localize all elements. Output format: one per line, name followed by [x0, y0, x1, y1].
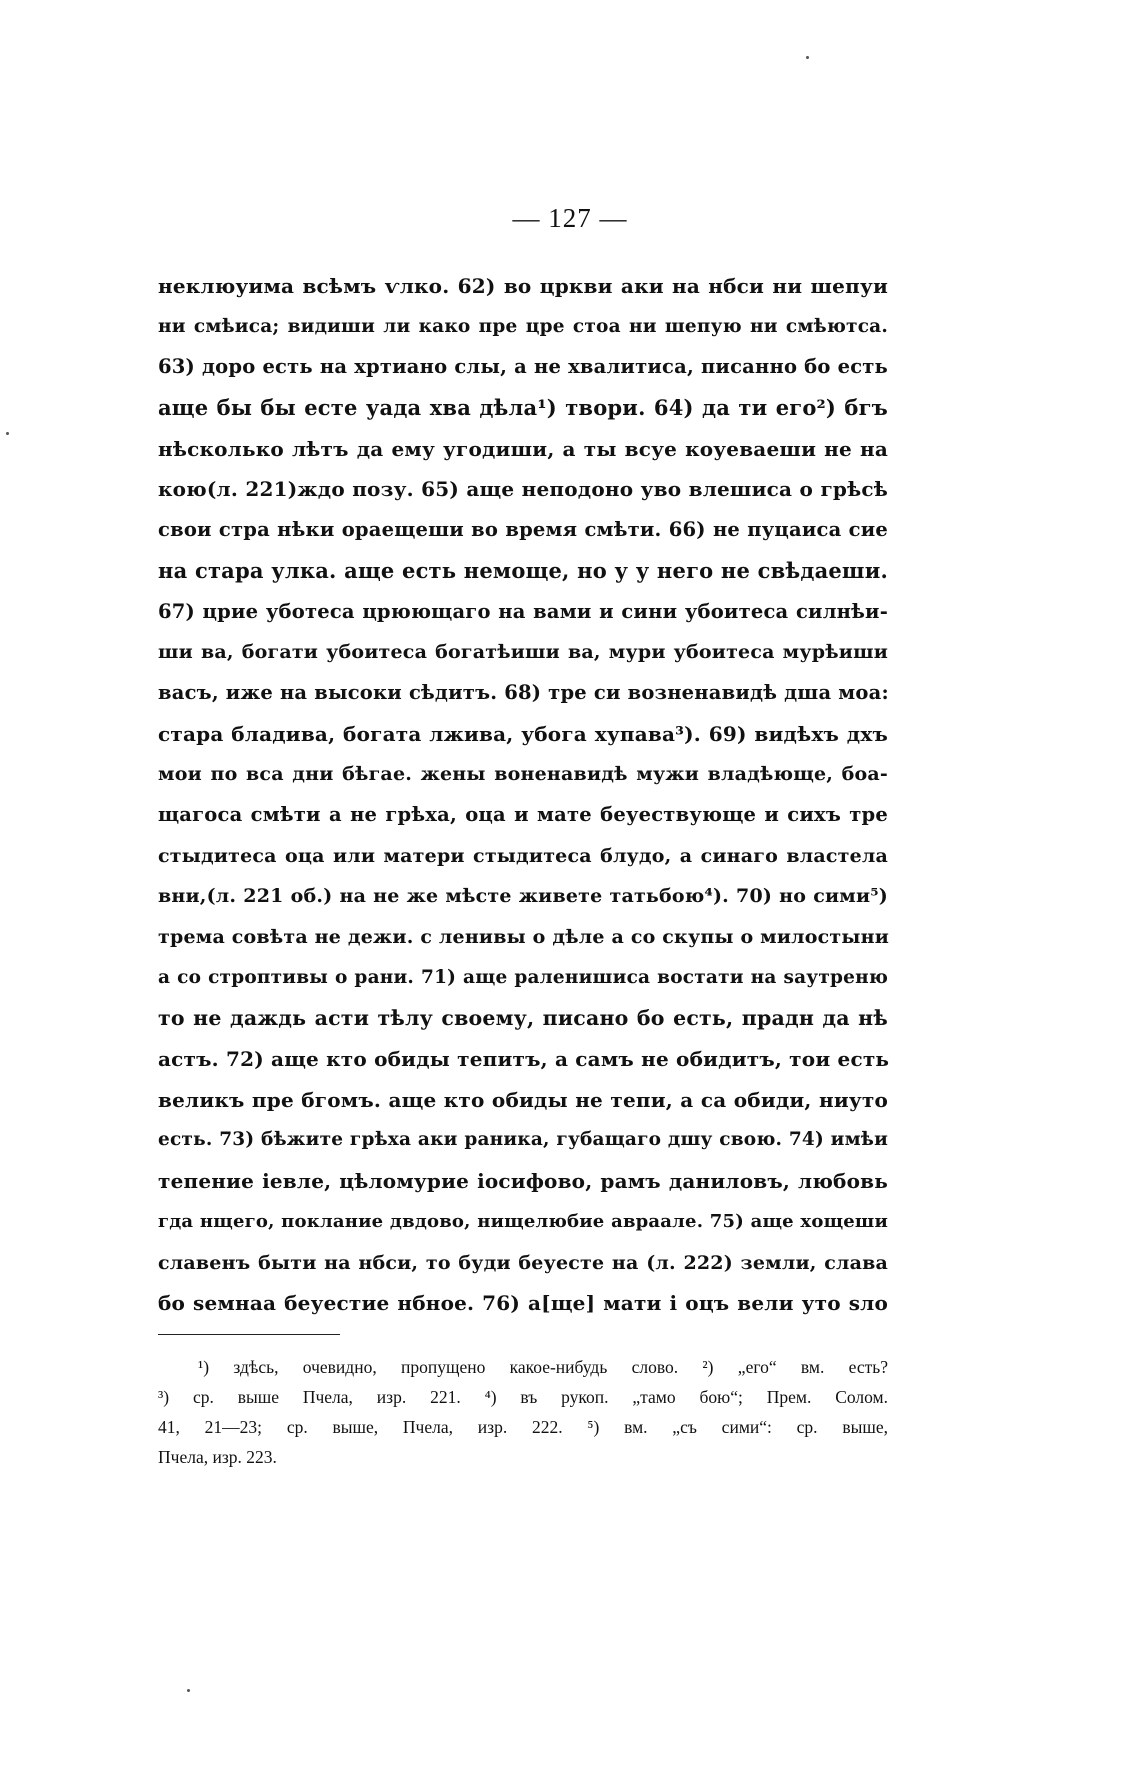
text-line: ни смѣиса; видиши ли како пре цре стоа ни шепую ни смѣютса. [158, 315, 888, 337]
text-line: есть. 73) бѣжите грѣха аки раника, губащаго дшу свою. 74) имѣи [158, 1129, 888, 1151]
text-line: 63) доро есть на хртиано слы, а не хвалитиса, писанно бо есть [158, 355, 888, 379]
text-line: гда нщего, поклание двдово, нищелюбие авраале. 75) аще хощеши [158, 1210, 888, 1232]
text-line: неклюуима всѣмъ ѵлко. 62) во цркви аки на нбси ни шепуи [158, 274, 888, 298]
footnotes [158, 1352, 888, 1472]
text-line: аще бы бы есте уада хва дѣла¹) твори. 64) да ти его²) бгъ [158, 395, 888, 421]
page-number: — 127 — [512, 203, 628, 233]
scan-speck [187, 1689, 190, 1692]
text-line: стыдитеса оца или матери стыдитеса блудо, а синаго властела [158, 844, 888, 867]
scan-speck [806, 56, 809, 59]
text-line: вни,(л. 221 об.) на не же мѣсте живете татьбою⁴). 70) но сими⁵) [158, 885, 888, 908]
text-line: трема совѣта не дежи. с ленивы о дѣле а со скупы о милостыни [158, 926, 890, 948]
text-line: великъ пре бгомъ. аще кто обиды не тепи, а са обиди, ниуто [158, 1087, 888, 1112]
scan-speck [6, 432, 9, 435]
text-line: то не даждь асти тѣлу своему, писано бо есть, прадн да нѣ [158, 1006, 888, 1031]
text-line: на стара улка. аще есть немоще, но у у него не свѣдаеши. [158, 557, 888, 583]
text-line: славенъ быти на нбси, то буди беуесте на (л. 222) земли, слава [158, 1251, 888, 1274]
text-line: нѣсколько лѣтъ да ему угодиши, а ты всуе коуеваеши не на [158, 436, 888, 461]
footnote-line: ¹) здѣсь, очевидно, пропущено какое-нибудь слово. ²) „его“ вм. есть? [198, 1357, 888, 1377]
footnote-line: Пчела, изр. 223. [158, 1447, 277, 1467]
text-line: тепение іевле, цѣломурие іосифово, рамъ даниловъ, любовь [158, 1169, 888, 1194]
text-line: астъ. 72) аще кто обиды тепитъ, а самъ не обидитъ, тои есть [158, 1047, 890, 1072]
main-text [158, 266, 888, 1324]
text-line: ши ва, богати убоитеса богатѣиши ва, мури убоитеса мурѣиши [158, 641, 888, 664]
footnote-line: ³) ср. выше Пчела, изр. 221. ⁴) въ рукоп. „тамо бою“; Прем. Солом. [158, 1387, 888, 1407]
text-line: а со строптивы о рани. 71) аще раленишиса востати на sаутреню [158, 966, 888, 988]
text-line: мои по вса дни бѣгае. жены воненавидѣ мужи владѣюще, боа- [158, 763, 888, 786]
text-line: 67) цриe уботеса црюющаго на вами и сини убоитеса силнѣи- [158, 599, 888, 623]
text-line: щагоса смѣти а не грѣха, оца и мате беуествующе и сихъ тре [158, 802, 888, 826]
text-line: васъ, иже на высоки сѣдитъ. 68) тре си возненавидѣ дша моа: [158, 680, 889, 704]
text-line: кою(л. 221)ждо позу. 65) аще неподоно уво влешиса о грѣсѣ [158, 477, 888, 502]
footnote-line: 41, 21—23; ср. выше, Пчела, изр. 222. ⁵) вм. „съ сими“: ср. выше, [158, 1417, 888, 1437]
text-line: стара бладива, богата лжива, убога хупава³). 69) видѣхъ дхъ [158, 721, 888, 746]
footnote-divider [158, 1334, 340, 1335]
text-line: бо sемнаа беуестие нбное. 76) а[ще] мати і оцъ вели уто sло [158, 1291, 888, 1316]
text-line: свои стра нѣки ораещеши во время смѣти. 66) не пуцаиса сие [158, 518, 888, 542]
